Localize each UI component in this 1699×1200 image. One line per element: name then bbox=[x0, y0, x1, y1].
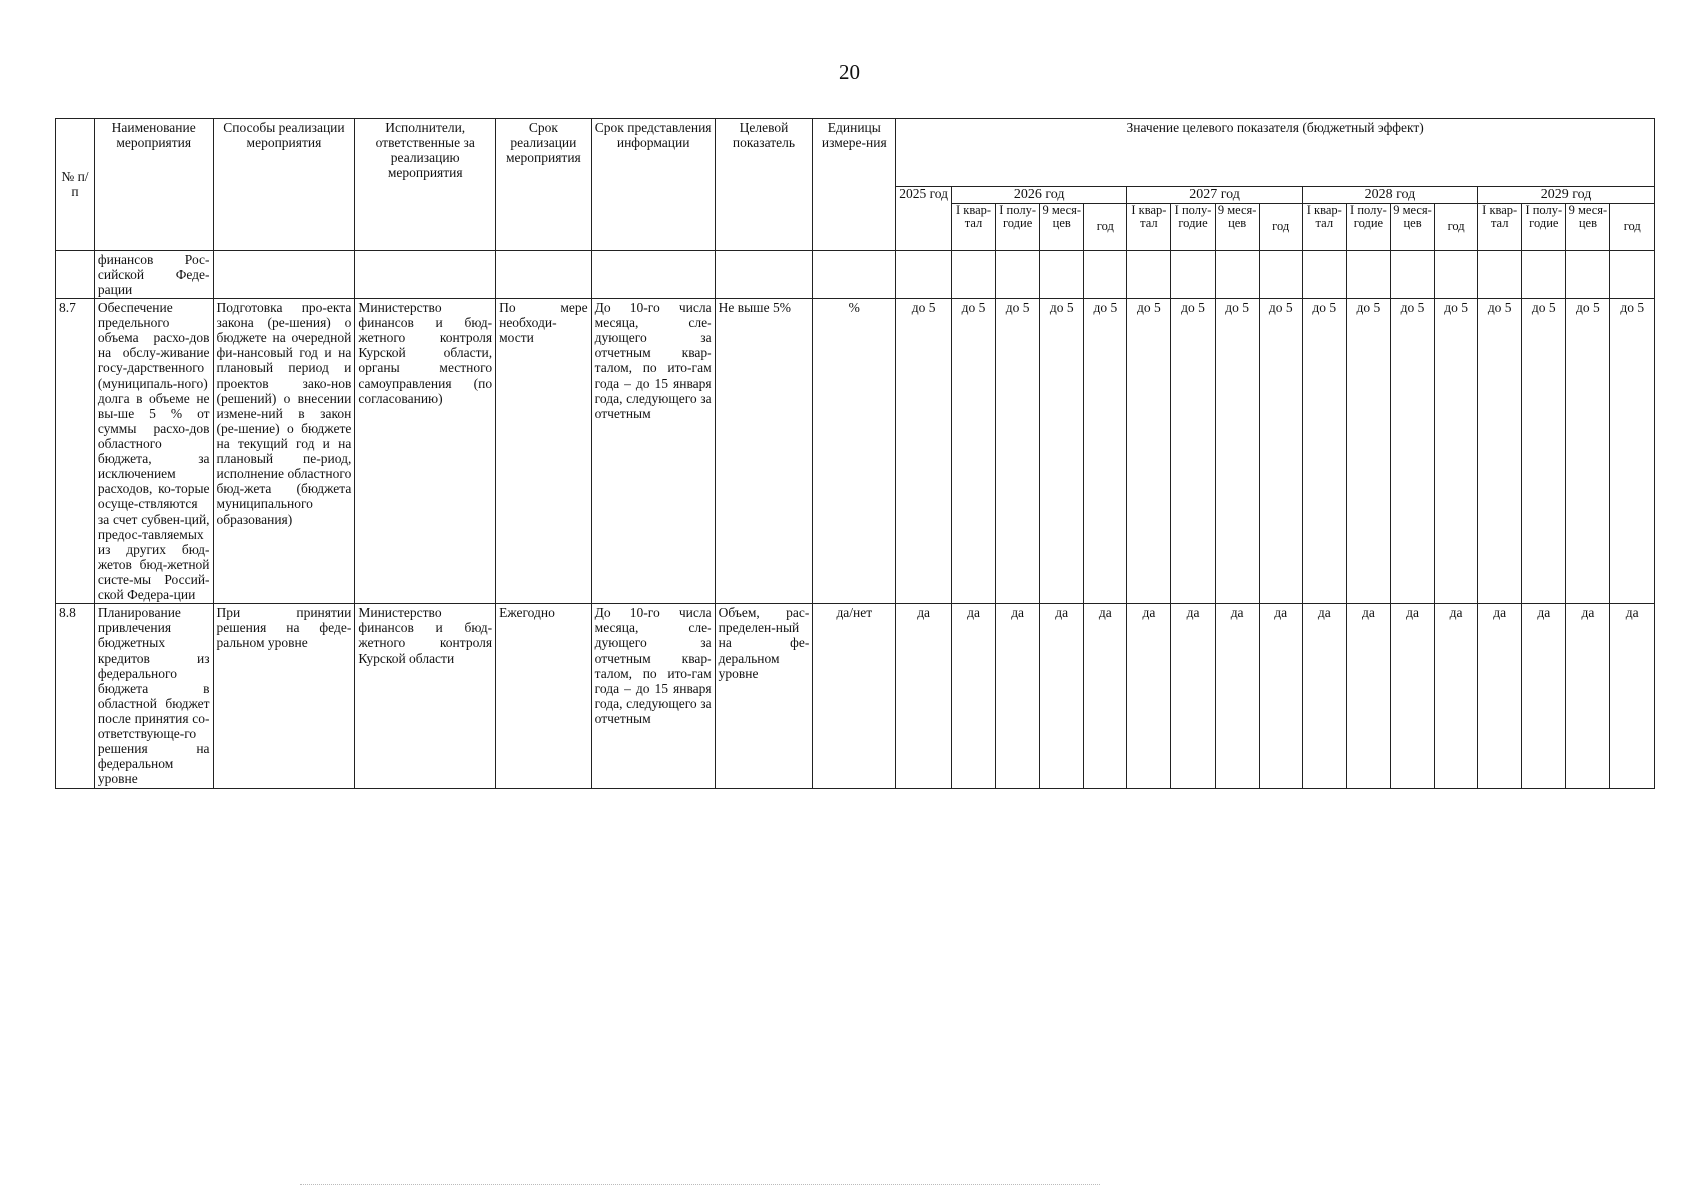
target-value-cell bbox=[996, 250, 1040, 298]
header-year: год bbox=[1259, 203, 1302, 250]
target-value-cell bbox=[1259, 250, 1302, 298]
header-value-group: Значение целевого показателя (бюджетный эффект) bbox=[896, 119, 1655, 187]
measure-term-impl: По мере необходи-мости bbox=[496, 299, 592, 604]
header-year-2028: 2028 год bbox=[1302, 187, 1477, 204]
measure-methods: При принятии решения на феде-ральном уровне bbox=[213, 604, 355, 788]
header-q1: I квар-тал bbox=[1127, 203, 1171, 250]
target-value-cell bbox=[1566, 250, 1610, 298]
row-number bbox=[56, 250, 95, 298]
header-q1: I квар-тал bbox=[1478, 203, 1522, 250]
header-h1: I полу-годие bbox=[1522, 203, 1566, 250]
target-value-cell: да bbox=[1302, 604, 1346, 788]
table-row bbox=[56, 250, 1655, 298]
target-value-cell: до 5 bbox=[1566, 299, 1610, 604]
measure-target bbox=[715, 250, 813, 298]
target-value-cell: да bbox=[1566, 604, 1610, 788]
header-h1: I полу-годие bbox=[1171, 203, 1215, 250]
header-h1: I полу-годие bbox=[996, 203, 1040, 250]
target-value-cell: да bbox=[1522, 604, 1566, 788]
measure-methods: Подготовка про-екта закона (ре-шения) о бюджете на очередной фи-нансовый год и на плановый период и проектов зако-нов (решений) о внесении измене-ний в закон (ре-шение) о бюджете на текущий год и на плановый пе-риод, исполнение областного бюд-жета (бюджета муниципального образования) bbox=[213, 299, 355, 604]
measure-term-info bbox=[591, 250, 715, 298]
header-9m: 9 меся-цев bbox=[1040, 203, 1084, 250]
target-value-cell bbox=[1346, 250, 1390, 298]
header-q1: I квар-тал bbox=[1302, 203, 1346, 250]
target-value-cell: до 5 bbox=[1127, 299, 1171, 604]
table-body bbox=[56, 250, 1655, 788]
measure-target: Объем, рас-пределен-ный на фе-деральном уровне bbox=[715, 604, 813, 788]
target-value-cell: до 5 bbox=[1302, 299, 1346, 604]
target-value-cell: до 5 bbox=[1390, 299, 1434, 604]
target-value-cell bbox=[1302, 250, 1346, 298]
measure-executors: Министерство финансов и бюд-жетного контроля Курской области, органы местного самоуправления (по согласованию) bbox=[355, 299, 496, 604]
measure-methods bbox=[213, 250, 355, 298]
target-value-cell bbox=[1040, 250, 1084, 298]
target-value-cell: до 5 bbox=[1084, 299, 1127, 604]
target-value-cell: да bbox=[1478, 604, 1522, 788]
target-value-cell: до 5 bbox=[951, 299, 995, 604]
target-value-cell bbox=[1478, 250, 1522, 298]
target-value-cell: до 5 bbox=[1259, 299, 1302, 604]
target-value-cell: да bbox=[1084, 604, 1127, 788]
target-value-cell bbox=[951, 250, 995, 298]
target-value-cell bbox=[1522, 250, 1566, 298]
target-value-cell: да bbox=[1215, 604, 1259, 788]
measure-units: да/нет bbox=[813, 604, 896, 788]
measure-executors: Министерство финансов и бюд-жетного контроля Курской области bbox=[355, 604, 496, 788]
header-executors: Исполнители, ответственные за реализацию мероприятия bbox=[355, 119, 496, 251]
header-term-info: Срок представления информации bbox=[591, 119, 715, 251]
header-name: Наименование мероприятия bbox=[94, 119, 213, 251]
target-value-cell: до 5 bbox=[1215, 299, 1259, 604]
header-year: год bbox=[1084, 203, 1127, 250]
target-value-cell: до 5 bbox=[1040, 299, 1084, 604]
header-year-2026: 2026 год bbox=[951, 187, 1126, 204]
header-year: год bbox=[1435, 203, 1478, 250]
target-value-cell bbox=[896, 250, 952, 298]
target-value-cell: да bbox=[896, 604, 952, 788]
measure-name: Обеспечение предельного объема расхо-дов на обслу-живание госу-дарственного (муниципаль-ного) долга в объеме не вы-ше 5 % от суммы расхо-дов областного бюджета, за исключением расходов, ко-торые осуще-ствляются за счет субвен-ций, предос-тавляемых из других бюд-жетов бюд-жетной систе-мы Россий-ской Федера-ции bbox=[94, 299, 213, 604]
target-value-cell bbox=[1084, 250, 1127, 298]
row-number: 8.7 bbox=[56, 299, 95, 604]
measure-term-impl: Ежегодно bbox=[496, 604, 592, 788]
measure-executors bbox=[355, 250, 496, 298]
target-value-cell: да bbox=[996, 604, 1040, 788]
measure-name: Планирование привлечения бюджетных кредитов из федерального бюджета в областной бюджет после принятия со-ответствующе-го решения на федеральном уровне bbox=[94, 604, 213, 788]
header-9m: 9 меся-цев bbox=[1390, 203, 1434, 250]
target-value-cell: да bbox=[1390, 604, 1434, 788]
target-value-cell: да bbox=[1040, 604, 1084, 788]
measure-term-impl bbox=[496, 250, 592, 298]
target-value-cell: до 5 bbox=[1171, 299, 1215, 604]
target-value-cell: до 5 bbox=[996, 299, 1040, 604]
header-year: год bbox=[1610, 203, 1655, 250]
target-value-cell: да bbox=[1610, 604, 1655, 788]
target-value-cell: да bbox=[951, 604, 995, 788]
header-9m: 9 меся-цев bbox=[1215, 203, 1259, 250]
header-h1: I полу-годие bbox=[1346, 203, 1390, 250]
target-value-cell bbox=[1610, 250, 1655, 298]
target-value-cell: да bbox=[1346, 604, 1390, 788]
header-units: Единицы измере-ния bbox=[813, 119, 896, 251]
target-value-cell bbox=[1435, 250, 1478, 298]
target-value-cell: до 5 bbox=[1346, 299, 1390, 604]
header-methods: Способы реализации мероприятия bbox=[213, 119, 355, 251]
target-value-cell: до 5 bbox=[896, 299, 952, 604]
target-value-cell: до 5 bbox=[1522, 299, 1566, 604]
header-target: Целевой показатель bbox=[715, 119, 813, 251]
target-value-cell: до 5 bbox=[1435, 299, 1478, 604]
table-row bbox=[56, 299, 1655, 604]
measure-term-info: До 10-го числа месяца, сле-дующего за отчетным квар-талом, по ито-гам года – до 15 января года, следующего за отчетным bbox=[591, 604, 715, 788]
target-value-cell: да bbox=[1259, 604, 1302, 788]
header-year-2029: 2029 год bbox=[1478, 187, 1655, 204]
measure-target: Не выше 5% bbox=[715, 299, 813, 604]
target-value-cell: да bbox=[1435, 604, 1478, 788]
header-year-2027: 2027 год bbox=[1127, 187, 1302, 204]
header-9m: 9 меся-цев bbox=[1566, 203, 1610, 250]
target-value-cell bbox=[1390, 250, 1434, 298]
target-value-cell: до 5 bbox=[1610, 299, 1655, 604]
measure-units: % bbox=[813, 299, 896, 604]
measure-units bbox=[813, 250, 896, 298]
measure-name: финансов Рос-сийской Феде-рации bbox=[94, 250, 213, 298]
measures-table bbox=[55, 118, 1655, 789]
target-value-cell: да bbox=[1127, 604, 1171, 788]
row-number: 8.8 bbox=[56, 604, 95, 788]
table-row bbox=[56, 604, 1655, 788]
target-value-cell bbox=[1215, 250, 1259, 298]
header-no: № п/п bbox=[56, 119, 95, 251]
header-q1: I квар-тал bbox=[951, 203, 995, 250]
scan-artifact-line bbox=[300, 1184, 1100, 1191]
target-value-cell: до 5 bbox=[1478, 299, 1522, 604]
header-term-impl: Срок реализации мероприятия bbox=[496, 119, 592, 251]
measure-term-info: До 10-го числа месяца, сле-дующего за отчетным квар-талом, по ито-гам года – до 15 января года, следующего за отчетным bbox=[591, 299, 715, 604]
header-year-2025: 2025 год bbox=[896, 187, 952, 251]
target-value-cell bbox=[1127, 250, 1171, 298]
target-value-cell: да bbox=[1171, 604, 1215, 788]
target-value-cell bbox=[1171, 250, 1215, 298]
page-number: 20 bbox=[839, 60, 860, 84]
